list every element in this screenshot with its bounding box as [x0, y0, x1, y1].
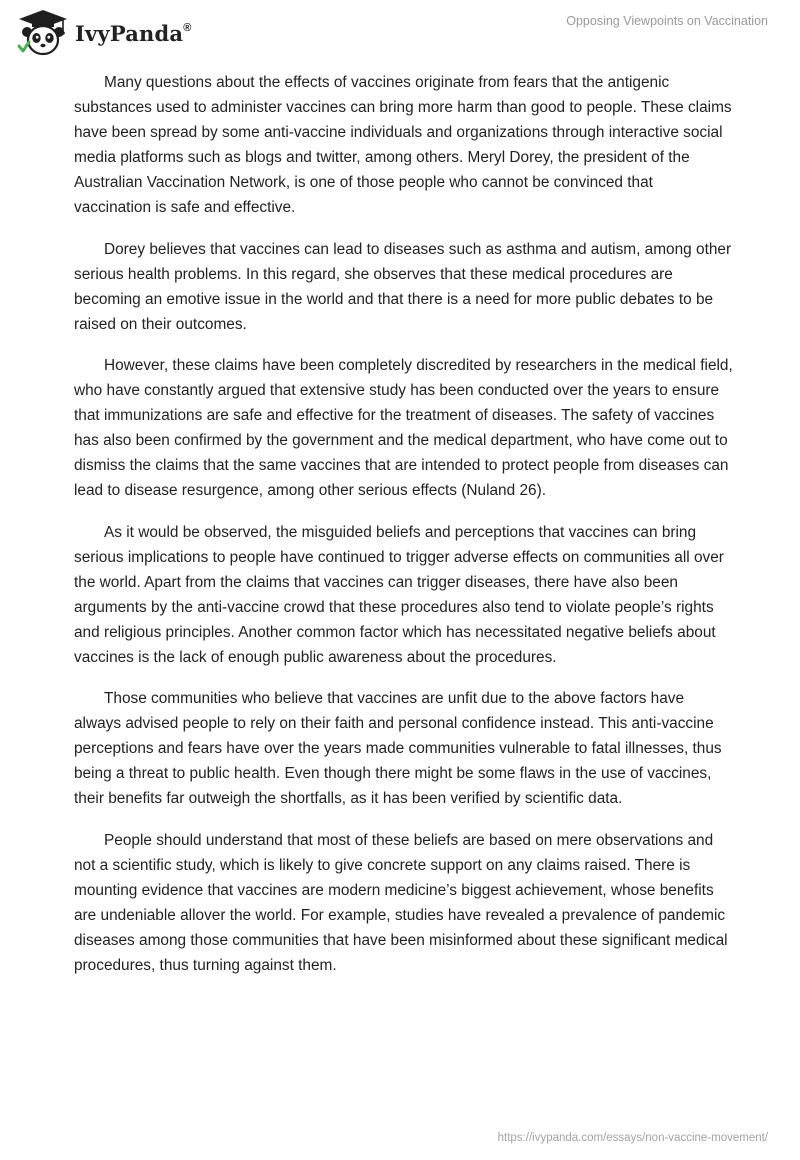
paragraph: However, these claims have been completely discredited by researchers in the medical field, who have constantly argued that extensive study has been conducted over the years to ensure that immunizations are safe and effective for the treatment of diseases. The safety of vaccines has also been confirmed by the government and the medical department, who have come out to dismiss the claims that the same vaccines that are intended to protect people from diseases can lead to disease resurgence, among other serious effects (Nuland 26).: [74, 356, 733, 500]
paragraph: Many questions about the effects of vaccines originate from fears that the antigenic substances used to administer vaccines can bring more harm than good to people. These claims have been spread by some anti-vaccine individuals and organizations through interactive social media platforms such as blogs and twitter, among others. Meryl Dorey, the president of the Australian Vaccination Network, is one of those people who cannot be convinced that vaccination is safe and effective.: [74, 74, 732, 217]
page-header: [0, 0, 800, 62]
document-title: Opposing Viewpoints on Vaccination: [566, 14, 768, 28]
brand-logo[interactable]: [15, 8, 192, 58]
source-url[interactable]: https://ivypanda.com/essays/non-vaccine-movement/: [497, 1132, 768, 1144]
paragraph: Those communities who believe that vaccines are unfit due to the above factors have always advised people to rely on their faith and personal confidence instead. This anti-vaccine perceptions and fears have over the years made communities vulnerable to fatal illnesses, thus being a threat to public health. Even though there might be some flaws in the use of vaccines, their benefits far outweigh the shortfalls, as it has been verified by scientific data.: [74, 690, 722, 808]
brand-name: IvyPanda®: [75, 20, 192, 46]
paragraph: As it would be observed, the misguided beliefs and perceptions that vaccines can bring serious implications to people have continued to trigger adverse effects on communities all over the world. Apart from the claims that vaccines can trigger diseases, there have also been arguments by the anti-vaccine crowd that these procedures also tend to violate people’s rights and religious principles. Another common factor which has necessitated negative beliefs about vaccines is the lack of enough public awareness about the procedures.: [74, 523, 724, 666]
paragraph: Dorey believes that vaccines can lead to diseases such as asthma and autism, among other serious health problems. In this regard, she observes that these medical procedures are becoming an emotive issue in the world and that there is a need for more public debates to be raised on their outcomes.: [74, 240, 732, 333]
essay-body: [74, 70, 734, 994]
paragraph: People should understand that most of these beliefs are based on mere observations and not a scientific study, which is likely to give concrete support on any claims raised. There is mounting evidence that vaccines are modern medicine’s biggest achievement, whose benefits are undeniable allover the world. For example, studies have revealed a prevalence of pandemic diseases among those communities that have been misinformed about these significant medical procedures, thus turning against them.: [74, 831, 728, 974]
panda-graduation-cap-icon: [15, 8, 71, 58]
